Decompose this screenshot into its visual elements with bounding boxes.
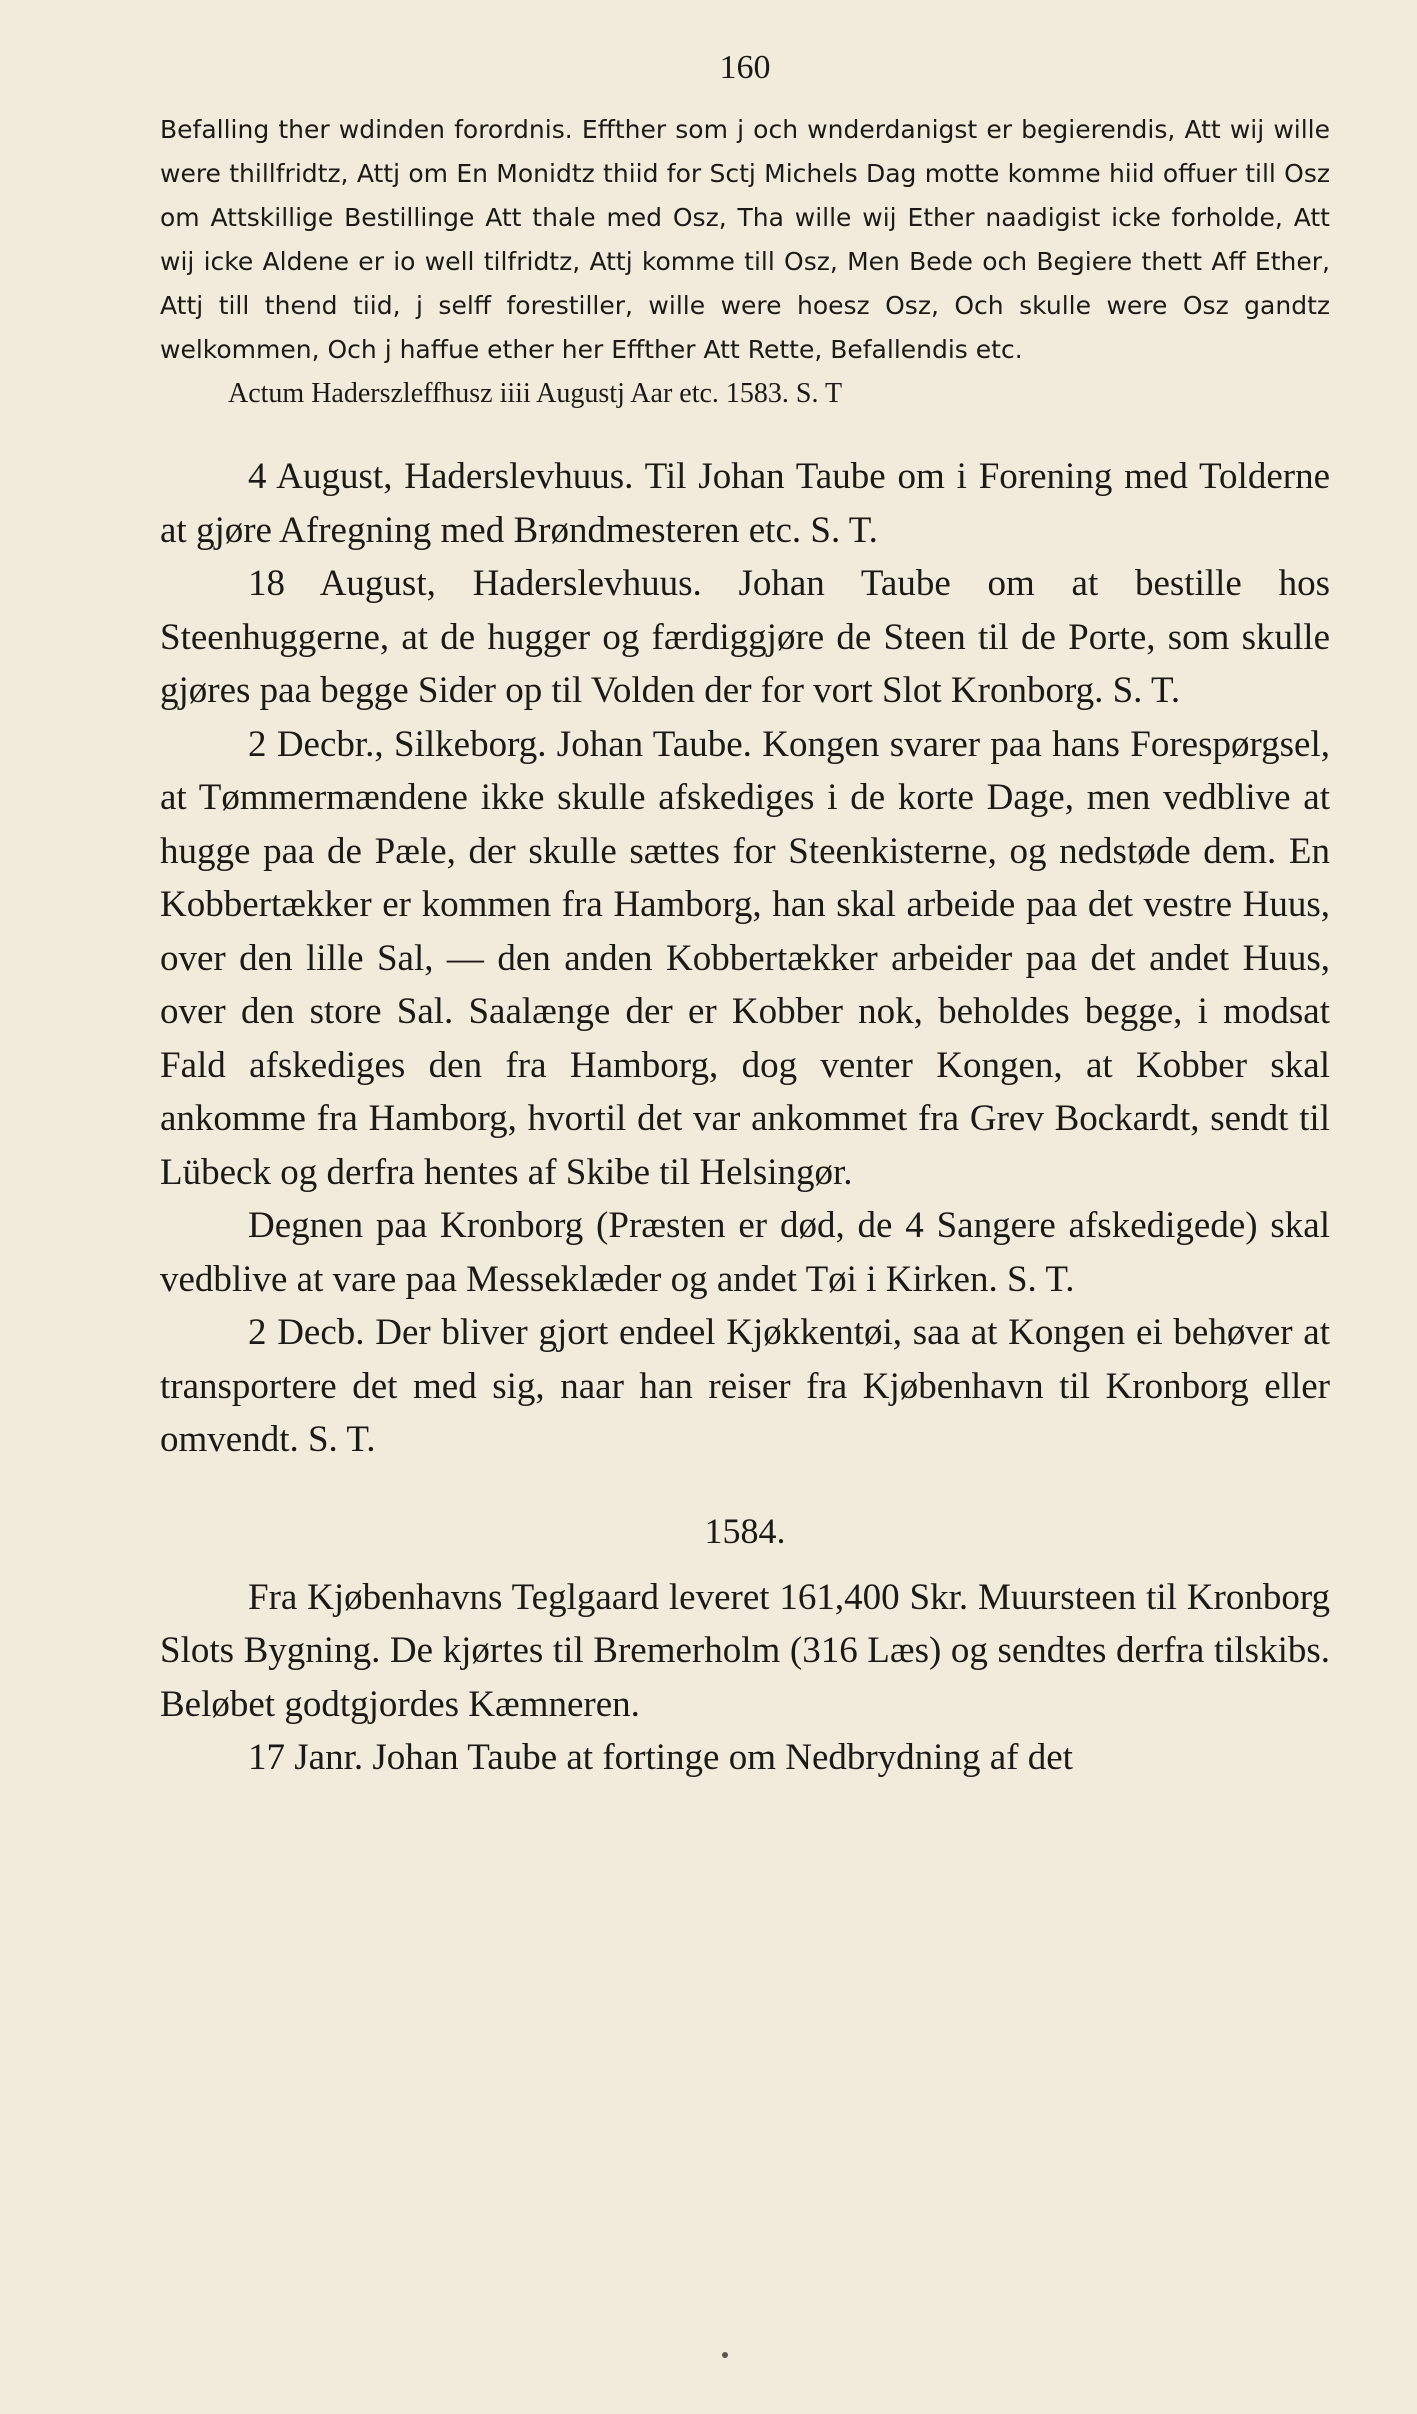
entry-2-decbr: 2 Decbr., Silkeborg. Johan Taube. Kongen svarer paa hans Forespørgsel, at Tømmermændene ikke skulle afskediges i de korte Dage, men vedblive at hugge paa de Pæle, der skulle sættes for Steenkisterne, og nedstøde dem. En Kobbertækker er kommen fra Hamborg, han skal arbeide paa det vestre Huus, over den lille Sal, — den anden Kobbertækker arbeider paa det andet Huus, over den store Sal. Saalænge der er Kobber nok, beholdes begge, i modsat Fald afskediges den fra Hamborg, dog venter Kongen, at Kobber skal ankomme fra Hamborg, hvortil det var ankommet fra Grev Bockardt, sendt til Lübeck og derfra hentes af Skibe til Helsingør. [160, 723, 1330, 1193]
actum-line: Actum Haderszleffhusz iiii Augustj Aar etc. 1583. S. T [228, 378, 843, 409]
document-page [160, 38, 1330, 1785]
entry-17-janr: 17 Janr. Johan Taube at fortinge om Nedbrydning af det [248, 1737, 1073, 1778]
entry-degnen: Degnen paa Kronborg (Præsten er død, de 4 Sangere afskedigede) skal vedblive at vare paa Messeklæder og andet Tøi i Kirken. S. T. [160, 1205, 1330, 1300]
letter-continuation: Befalling ther wdinden forordnis. Effther som j och wnderdanigst er begierendis, Att wij wille were thillfridtz, Attj om En Monidtz thiid for Sctj Michels Dag motte komme hiid offuer till Osz om Attskillige Bestillinge Att thale med Osz, Tha wille wij Ether naadigist icke forholde, Att wij icke Aldene er io well tilfridtz, Attj komme till Osz, Men Bede och Begiere thett Aff Ether, Attj till thend tiid, j selff forestiller, wille were hoesz Osz, Och skulle were Osz gandtz welkommen, Och j haffue ether her Effther Att Rette, Befallendis etc. [160, 115, 1330, 364]
page-speck [722, 2352, 728, 2358]
year-heading: 1584. [704, 1510, 786, 1551]
page-number: 160 [719, 49, 771, 86]
entry-2-decb: 2 Decb. Der bliver gjort endeel Kjøkkentøi, saa at Kongen ei behøver at transportere det med sig, naar han reiser fra Kjøbenhavn til Kronborg eller omvendt. S. T. [160, 1312, 1330, 1460]
entry-18-august: 18 August, Haderslevhuus. Johan Taube om at bestille hos Steenhuggerne, at de hugger og færdiggjøre de Steen til de Porte, som skulle gjøres paa begge Sider op til Volden der for vort Slot Kronborg. S. T. [160, 563, 1330, 711]
entry-teglgaard: Fra Kjøbenhavns Teglgaard leveret 161,400 Skr. Muursteen til Kronborg Slots Bygning. De kjørtes til Bremerholm (316 Læs) og sendtes derfra tilskibs. Beløbet godtgjordes Kæmneren. [160, 1576, 1330, 1725]
entry-4-august: 4 August, Haderslevhuus. Til Johan Taube om i Forening med Tolderne at gjøre Afregning med Brøndmesteren etc. S. T. [160, 456, 1330, 551]
